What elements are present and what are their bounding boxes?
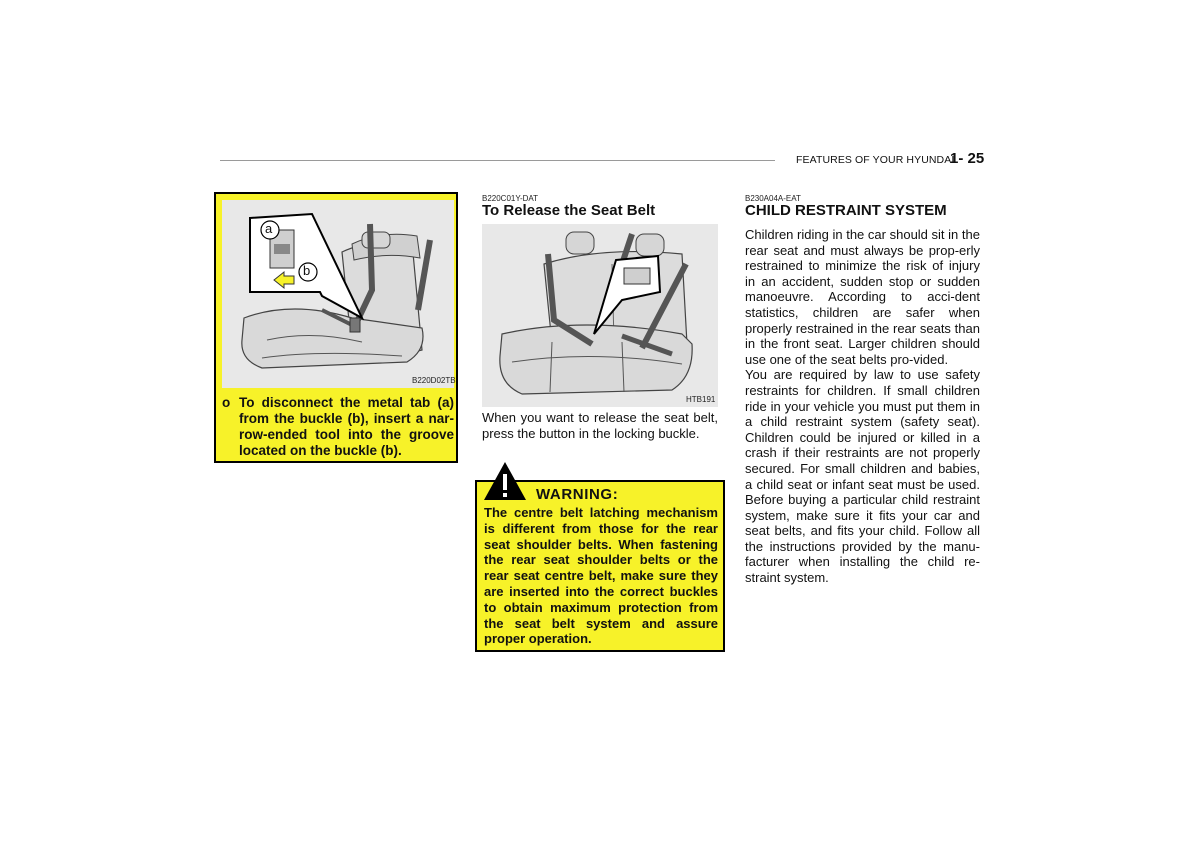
- paragraph: You are required by law to use safety restraints for children. If small children ride in your vehicle you must put them in a child restraint system (safety seat). Children could be injured or killed in a crash if their restraints are not properly secured. For small children and babies, a child seat or infant seat must be used. Before buying a particular child restraint system, make sure it fits your car and seat belts, and fits your child. Follow all the instructions provided by the manu-facturer when installing the child re-straint system.: [745, 367, 980, 586]
- warning-body: The centre belt latching mechanism is different from those for the rear seat shoulder belts. When fastening the rear seat shoulder belts or the rear seat centre belt, make sure they are inserted into the correct buckles to obtain maximum protection from the seat belt system and assure proper operation.: [484, 505, 718, 647]
- section-label: FEATURES OF YOUR HYUNDAI: [796, 154, 955, 166]
- header-rule: [220, 160, 775, 161]
- disconnect-instruction: [222, 395, 454, 459]
- doc-code: B230A04A-EAT: [745, 194, 801, 203]
- warning-box: [475, 480, 725, 652]
- section-title: To Release the Seat Belt: [482, 202, 656, 219]
- child-restraint-text: [745, 227, 980, 586]
- figure-code: HTB191: [686, 395, 716, 404]
- section-title: CHILD RESTRAINT SYSTEM: [745, 202, 947, 219]
- callout-b-label: b: [303, 263, 311, 278]
- release-instruction: When you want to release the seat belt, press the button in the locking buckle.: [482, 410, 718, 441]
- figure-code: B220D02TB: [412, 376, 456, 385]
- callout-a-label: a: [265, 221, 273, 236]
- rear-seat-buckle-drawing: [222, 200, 454, 388]
- doc-code: B220C01Y-DAT: [482, 194, 539, 203]
- rear-seat-buckle-illustration: [222, 200, 454, 388]
- bullet-mark: o: [222, 395, 231, 410]
- warning-title: WARNING:: [536, 486, 619, 503]
- seat-belt-release-illustration: [482, 224, 718, 407]
- page-number: 1- 25: [950, 150, 985, 167]
- bullet-body: To disconnect the metal tab (a) from the buckle (b), insert a nar-row-ended tool into the groove located on the buckle (b).: [239, 395, 454, 458]
- disconnect-instruction-box: [214, 192, 458, 463]
- seat-belt-release-drawing: [482, 224, 718, 407]
- warning-triangle-icon: [482, 460, 528, 507]
- paragraph: Children riding in the car should sit in the rear seat and must always be prop-erly restrained to minimize the risk of injury in an accident, sudden stop or sudden manoeuvre. According to acci-dent statistics, children are safer when properly restrained in the rear seats than in the front seat. Larger children should use one of the seat belts pro-vided.: [745, 227, 980, 367]
